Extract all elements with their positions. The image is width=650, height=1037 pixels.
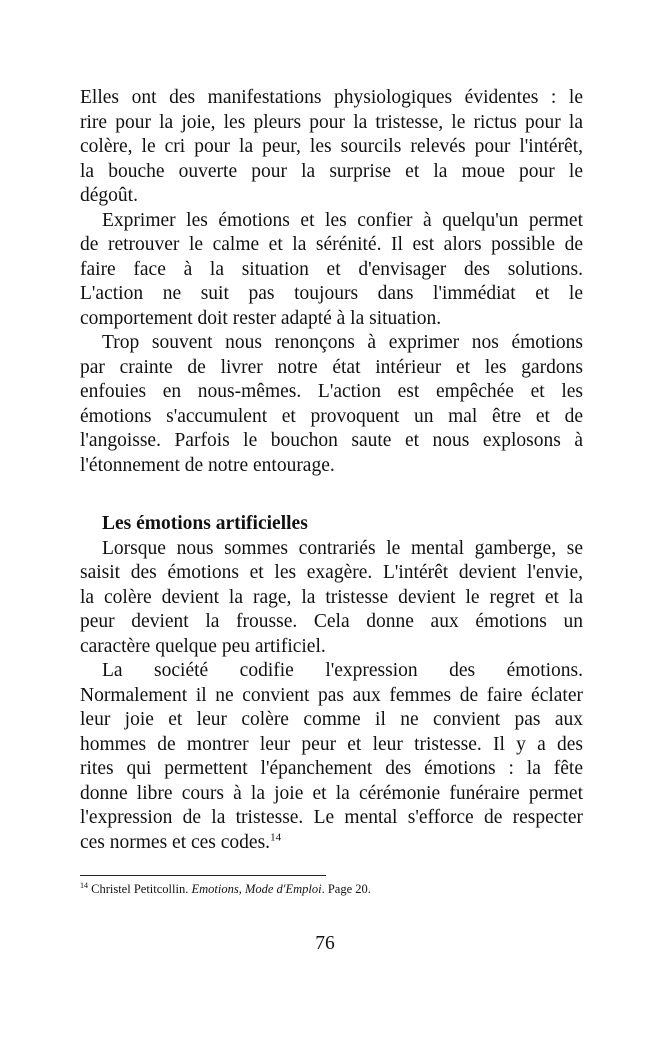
paragraph-line: de retrouver le calme et la sérénité. Il est alors possible de — [80, 234, 583, 255]
paragraph-line: Elles ont des manifestations physiologiques évidentes : le — [80, 87, 583, 108]
page-number: 76 — [315, 933, 335, 954]
paragraph-line: faire face à la situation et d'envisager des solutions. — [80, 258, 583, 280]
paragraph-line: ces normes et ces codes.$^{14}$ — [80, 831, 282, 853]
paragraph-line: l'angoisse. Parfois le bouchon saute et nous explosons à — [80, 430, 583, 451]
paragraph-line: la colère devient la rage, la tristesse devient le regret et la — [80, 586, 583, 608]
paragraph-line: comportement doit rester adapté à la situation. — [80, 307, 442, 329]
paragraph-line: Normalement il ne convient pas aux femmes de faire éclater — [80, 684, 583, 706]
paragraph-line: rire pour la joie, les pleurs pour la tristesse, le rictus pour la — [80, 111, 583, 133]
paragraph-line: hommes de montrer leur peur et leur tristesse. Il y a des — [80, 733, 583, 755]
body-text — [80, 86, 583, 855]
footnote — [80, 882, 371, 897]
paragraph-line: peur devient la frousse. Cela donne aux émotions un — [80, 611, 583, 632]
paragraph-line: caractère quelque peu artificiel. — [80, 635, 326, 657]
footnote-title: Emotions, Mode d'Emploi — [191, 882, 322, 896]
paragraph-line: l'étonnement de notre entourage. — [80, 454, 335, 476]
footnote-reference: 14 — [270, 831, 282, 843]
paragraph-line: Trop souvent nous renonçons à exprimer nos émotions — [102, 332, 583, 353]
paragraph-line: saisit des émotions et les exagère. L'intérêt devient l'envie, — [80, 562, 583, 583]
footnote-rule — [80, 875, 326, 876]
footnote-number: 14 — [80, 880, 88, 890]
paragraph-line: dégoût. — [80, 185, 138, 206]
paragraph-line: colère, le cri pour la peur, les sourcils relevés pour l'intérêt, — [80, 136, 583, 157]
paragraph-line: l'expression de la tristesse. Le mental s'efforce de respecter — [80, 807, 583, 828]
footnote-author: Christel Petitcollin. — [91, 882, 189, 896]
paragraph-line: par crainte de livrer notre état intérieur et les gardons — [80, 356, 583, 378]
paragraph-line: L'action ne suit pas toujours dans l'immédiat et le — [80, 283, 583, 304]
paragraph-line: donne libre cours à la joie et la cérémonie funéraire permet — [80, 782, 583, 804]
paragraph-line: Exprimer les émotions et les confier à quelqu'un permet — [102, 209, 583, 231]
paragraph-line: enfouies en nous-mêmes. L'action est empêchée et les — [80, 381, 583, 402]
paragraph-line: leur joie et leur colère comme il ne convient pas aux — [80, 709, 583, 730]
paragraph-line: la bouche ouverte pour la surprise et la moue pour le — [80, 160, 583, 182]
paragraph-line: La société codifie l'expression des émotions. — [102, 660, 583, 681]
section-heading: Les émotions artificielles — [102, 513, 308, 534]
paragraph-line: rites qui permettent l'épanchement des émotions : la fête — [80, 758, 583, 779]
paragraph-line: émotions s'accumulent et provoquent un mal être et de — [80, 405, 583, 427]
footnote-page: . Page 20. — [321, 882, 371, 896]
paragraph-line: Lorsque nous sommes contrariés le mental gamberge, se — [102, 537, 583, 559]
